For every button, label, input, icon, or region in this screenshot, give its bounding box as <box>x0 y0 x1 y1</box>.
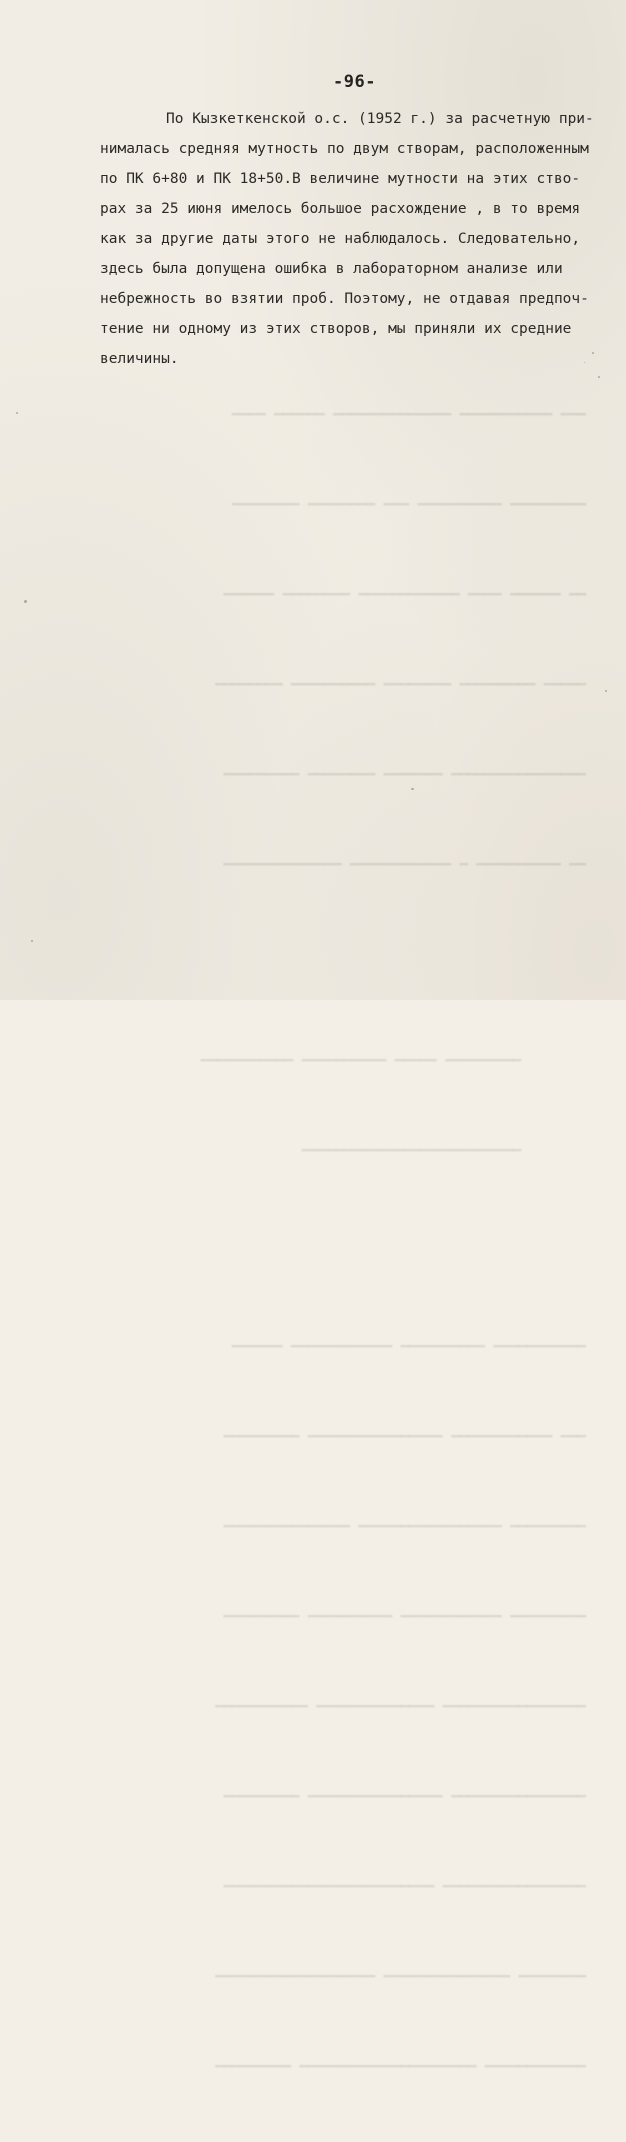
paragraph-line: как за другие даты этого не наблюдалось. Следовательно, <box>100 231 581 247</box>
paper-speck <box>605 690 607 692</box>
paragraph-line: По Кызкеткенской о.с. (1952 г.) за расчетную при- <box>166 111 594 127</box>
paper-speck <box>24 600 27 603</box>
paragraph-line: по ПК 6+80 и ПК 18+50.В величине мутности на этих ство- <box>100 171 581 187</box>
paragraph-line: величины. <box>100 351 179 367</box>
paragraph-line: здесь была допущена ошибка в лабораторном анализе или <box>100 261 563 277</box>
paragraph-line: небрежность во взятии проб. Поэтому, не отдавая предпоч- <box>100 291 589 307</box>
paper-speck <box>411 788 414 790</box>
bleed-through-text: ━━━ ━━━━━━━━━━━ ━━━━━━━━━━━━━━ ━━━━━━ ━━━━ ━━━━━━━━━ ━━━━━━━━━━ ━━━ ━━━━━━━━ ━━━━━━━━ ━━ ━━━━━━ ━━━━ ━━━━━━━━━━━━ ━━━━━━━━ ━━━━━━ ━━━━━ ━━━━━━━━━ ━━━━━━━━ ━━━━━━━━━━ ━━━━━━━━ ━━━━━━━━━━━━━━━━ ━━━━━━━ ━━━━━━━━ ━━━━━━━━━ ━━ ━━━━━━━━━━ ━ ━━━━━━━━━━━━ ━━━━━━━━━━━━━━ ━━━━━━━━━ ━━━━━ ━━━━━━━━━━ ━━━━━━━━━━━ ━━━━━━━━━━━━━━━━━━━━━━━━━━ ━━━━━━━━━━━ ━━━━━━━━━━ ━━━━━━━━━━━━ ━━━━━━ ━━━ ━━━━━━━━━━━━ ━━━━━━━━━━━━━━━━ ━━━━━━━━━ ━━━━━━━━━ ━━━━━━━━━━━━━━━━━ ━━━━━━━━━━━━━━━ ━━━━━━━━━ ━━━━━━━━━━━━ ━━━━━━━━━━ ━━━━━━━━━ ━━━━━━━━━━━━━━━━━ ━━━━━━━━━━━━━━ ━━━━━━━━━━━ ━━━━━━━━━━━━━━━━ ━━━━━━━━━━━━━━━━ ━━━━━━━━━ ━━━━━━━━━━━━━━━━━ ━━━━━━━━━━━━━━━━━━━━━━━━━ ━━━━━━━━ ━━━━━━━━━━━━━━━ ━━━━━━━━━━━━━━━━━━━ ━━━━━━━━━━━━ ━━━━━━━━━━━━━━━━━━━━━ ━━━━━━━━━ <box>200 407 586 2075</box>
paragraph-line: рах за 25 июня имелось большое расхождение , в то время <box>100 201 581 217</box>
paragraph-line: нималась средняя мутность по двум створам, расположенным <box>100 141 589 157</box>
page-number: -96- <box>333 72 376 92</box>
body-paragraph <box>100 104 620 374</box>
paper-speck <box>598 376 600 378</box>
paper-speck <box>31 940 33 942</box>
paper-speck <box>592 352 594 354</box>
paper-speck <box>16 412 18 414</box>
paragraph-line: тение ни одному из этих створов, мы приняли их средние <box>100 321 572 337</box>
paper-speck <box>584 362 585 363</box>
